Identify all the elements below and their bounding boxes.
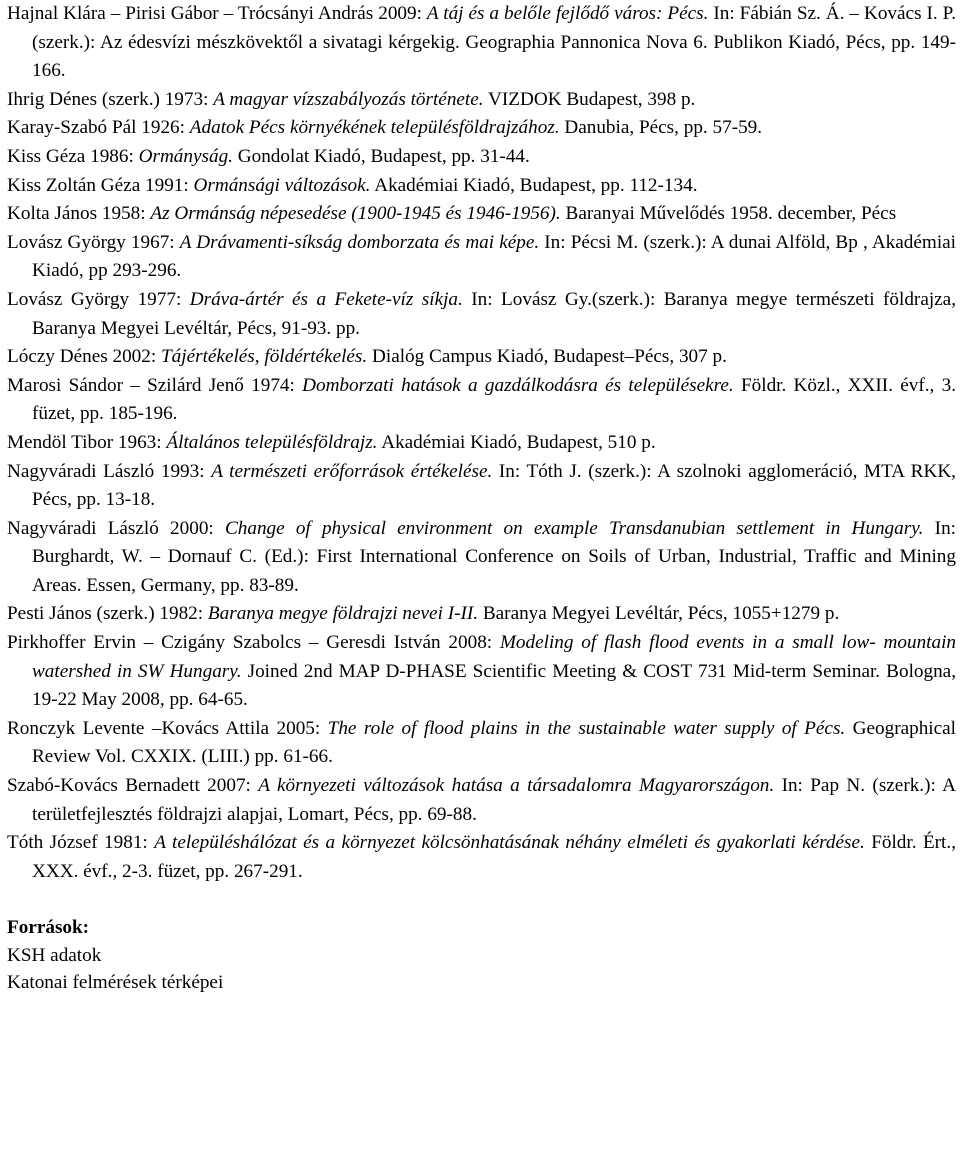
reference-authors: Pesti János (szerk.) 1982: <box>7 603 208 625</box>
reference-authors: Nagyváradi László 1993: <box>7 460 212 482</box>
reference-entry <box>7 772 956 829</box>
reference-title: Tájértékelés, földértékelés. <box>161 346 368 368</box>
reference-entry <box>7 200 956 229</box>
reference-authors: Kolta János 1958: <box>7 203 151 225</box>
reference-details: VIZDOK Budapest, 398 p. <box>483 88 696 110</box>
reference-entry <box>7 372 956 429</box>
reference-authors: Lovász György 1967: <box>7 231 180 253</box>
reference-title: A táj és a belőle fejlődő város: Pécs. <box>426 3 709 24</box>
reference-authors: Pirkhoffer Ervin – Czigány Szabolcs – Geresdi István 2008: <box>7 632 500 654</box>
reference-details: In: Pap N. (szerk.): A területfejlesztés földrajzi alapjai, Lomart, Pécs, pp. 69-88. <box>32 775 956 825</box>
reference-title: Modeling of flash flood events in a small low- mountain watershed in SW Hungary. <box>32 632 957 682</box>
sources-heading: Források: <box>7 917 90 939</box>
reference-title: A településhálózat és a környezet kölcsönhatásának néhány elméleti és gyakorlati kérdése. <box>154 832 865 854</box>
reference-details: Gondolat Kiadó, Budapest, pp. 31-44. <box>232 145 530 167</box>
reference-authors: Ronczyk Levente –Kovács Attila 2005: <box>7 717 328 739</box>
reference-entry <box>7 229 956 286</box>
reference-details: In: Burghardt, W. – Dornauf C. (Ed.): First International Conference on Soils of Urban, Industrial, Traffic and Mining Areas. Essen, Germany, pp. 83-89. <box>32 517 956 596</box>
reference-title: Ormánsági változások. <box>193 174 371 196</box>
reference-entry <box>7 458 956 515</box>
reference-entry <box>7 286 956 343</box>
reference-entry <box>7 715 956 772</box>
reference-authors: Kiss Zoltán Géza 1991: <box>7 174 194 196</box>
reference-entry <box>7 86 956 115</box>
reference-details: In: Pécsi M. (szerk.): A dunai Alföld, Bp , Akadémiai Kiadó, pp 293-296. <box>32 231 956 282</box>
reference-title: Az Ormánság népesedése (1900-1945 és 1946-1956). <box>150 203 561 225</box>
reference-details: In: Fábián Sz. Á. – Kovács I. P. (szerk.): Az édesvízi mészkövektől a sivatagi kérgekig. Geographia Pannonica Nova 6. Publikon Kiadó, Pécs, pp. 149-166. <box>32 3 956 82</box>
reference-title: The role of flood plains in the sustainable water supply of Pécs. <box>327 717 846 739</box>
reference-entry <box>7 515 956 601</box>
reference-entry <box>7 600 956 629</box>
reference-authors: Nagyváradi László 2000: <box>7 517 225 539</box>
reference-entry <box>7 0 956 86</box>
reference-entry <box>7 629 956 715</box>
reference-entry <box>7 343 956 372</box>
reference-entry <box>7 829 956 886</box>
reference-entry <box>7 172 956 201</box>
reference-authors: Lóczy Dénes 2002: <box>7 346 161 368</box>
reference-title: Dráva-ártér és a Fekete-víz síkja. <box>189 288 463 310</box>
reference-authors: Karay-Szabó Pál 1926: <box>7 117 190 139</box>
reference-title: Domborzati hatások a gazdálkodásra és településekre. <box>302 374 734 396</box>
reference-title: Adatok Pécs környékének településföldrajzához. <box>189 117 560 139</box>
reference-details: Baranya Megyei Levéltár, Pécs, 1055+1279 p. <box>478 603 840 625</box>
reference-details: Geographical Review Vol. CXXIX. (LIII.) pp. 61-66. <box>32 717 957 768</box>
reference-title: A környezeti változások hatása a társadalomra Magyarországon. <box>258 775 775 797</box>
source-item: Katonai felmérések térképei <box>7 972 224 994</box>
reference-authors: Marosi Sándor – Szilárd Jenő 1974: <box>7 374 303 396</box>
reference-title: Ormányság. <box>138 145 233 167</box>
reference-details: In: Tóth J. (szerk.): A szolnoki agglomeráció, MTA RKK, Pécs, pp. 13-18. <box>32 460 956 511</box>
reference-details: Akadémiai Kiadó, Budapest, 510 p. <box>377 431 656 453</box>
reference-entry <box>7 143 956 172</box>
reference-authors: Kiss Géza 1986: <box>7 145 139 167</box>
reference-details: In: Lovász Gy.(szerk.): Baranya megye természeti földrajza, Baranya Megyei Levéltár, Pécs, 91-93. pp. <box>32 288 956 339</box>
reference-details: Akadémiai Kiadó, Budapest, pp. 112-134. <box>370 174 698 196</box>
reference-authors: Mendöl Tibor 1963: <box>7 431 167 453</box>
reference-details: Földr. Közl., XXII. évf., 3. füzet, pp. 185-196. <box>32 374 957 425</box>
reference-authors: Szabó-Kovács Bernadett 2007: <box>7 775 259 797</box>
reference-title: A természeti erőforrások értékelése. <box>211 460 493 482</box>
reference-list <box>7 0 956 886</box>
reference-authors: Hajnal Klára – Pirisi Gábor – Trócsányi András 2009: <box>7 3 427 24</box>
reference-entry <box>7 429 956 458</box>
reference-details: Földr. Ért., XXX. évf., 2-3. füzet, pp. 267-291. <box>32 832 956 882</box>
reference-title: A Drávamenti-síkság domborzata és mai képe. <box>179 231 540 253</box>
reference-details: Joined 2nd MAP D-PHASE Scientific Meeting & COST 731 Mid-term Seminar. Bologna, 19-22 May 2008, pp. 64-65. <box>32 660 956 711</box>
reference-title: Általános településföldrajz. <box>166 431 378 453</box>
reference-details: Baranyai Művelődés 1958. december, Pécs <box>560 203 897 225</box>
reference-title: Change of physical environment on example Transdanubian settlement in Hungary. <box>224 517 924 539</box>
reference-entry <box>7 114 956 143</box>
source-item: KSH adatok <box>7 945 102 967</box>
reference-title: A magyar vízszabályozás története. <box>213 88 484 110</box>
reference-authors: Lovász György 1977: <box>7 288 190 310</box>
reference-authors: Ihrig Dénes (szerk.) 1973: <box>7 88 214 110</box>
reference-authors: Tóth József 1981: <box>7 832 155 854</box>
reference-details: Dialóg Campus Kiadó, Budapest–Pécs, 307 p. <box>367 346 727 368</box>
reference-title: Baranya megye földrajzi nevei I-II. <box>207 603 479 625</box>
reference-details: Danubia, Pécs, pp. 57-59. <box>559 117 763 139</box>
